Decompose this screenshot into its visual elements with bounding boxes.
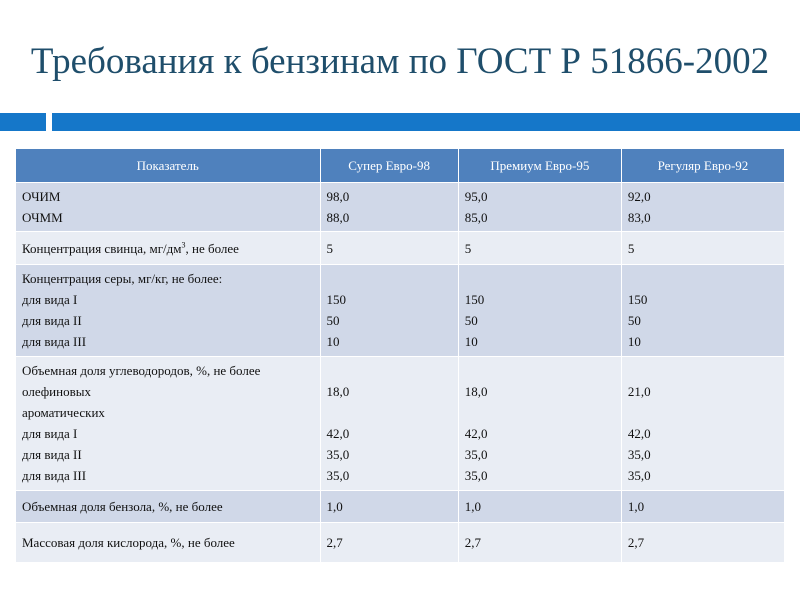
spacer <box>628 402 778 423</box>
spacer <box>465 268 615 289</box>
lead-premium: 5 <box>458 232 621 265</box>
table-row <box>16 265 785 357</box>
lead-super: 5 <box>320 232 458 265</box>
cell-value: 21,0 <box>627 384 651 399</box>
sulfur-super <box>320 265 458 357</box>
hydrocarbons-label <box>16 357 321 491</box>
cell-value: 150 <box>627 292 648 307</box>
sulfur-label-line: Концентрация серы, мг/кг, не более: <box>22 271 223 286</box>
cell-value: 10 <box>627 334 641 349</box>
cell-value: 18,0 <box>464 384 488 399</box>
cell-value: 88,0 <box>326 210 350 225</box>
page-title: Требования к бензинам по ГОСТ Р 51866-2002 <box>30 41 770 82</box>
cell-value: 92,0 <box>627 189 651 204</box>
table-row <box>16 357 785 491</box>
header-super-euro-98: Супер Евро-98 <box>320 149 458 183</box>
cell-value: 50 <box>326 313 340 328</box>
spacer <box>327 268 452 289</box>
sulfur-regular <box>621 265 784 357</box>
spacer <box>327 402 452 423</box>
spacer <box>628 268 778 289</box>
cell-value: 42,0 <box>464 426 488 441</box>
lead-label-text: Концентрация свинца, мг/дм <box>22 240 182 256</box>
oxygen-label: Массовая доля кислорода, %, не более <box>16 523 321 563</box>
hydrocarbons-label-line: Объемная доля углеводородов, %, не более <box>22 363 261 378</box>
table-row <box>16 523 785 563</box>
spacer <box>465 360 615 381</box>
oxygen-super: 2,7 <box>320 523 458 563</box>
cell-value: 35,0 <box>464 447 488 462</box>
sulfur-label-line: для вида III <box>22 334 87 349</box>
oxygen-premium: 2,7 <box>458 523 621 563</box>
sulfur-premium <box>458 265 621 357</box>
gasoline-requirements-table <box>15 148 785 563</box>
octane-regular <box>621 183 784 232</box>
header-regular-euro-92: Регуляр Евро-92 <box>621 149 784 183</box>
sulfur-label <box>16 265 321 357</box>
cell-value: 35,0 <box>326 447 350 462</box>
cell-value: 83,0 <box>627 210 651 225</box>
cell-value: 18,0 <box>326 384 350 399</box>
cell-value: 42,0 <box>326 426 350 441</box>
cell-value: 10 <box>326 334 340 349</box>
sulfur-label-line: для вида II <box>22 313 82 328</box>
cell-value: 35,0 <box>627 447 651 462</box>
header-premium-euro-95: Премиум Евро-95 <box>458 149 621 183</box>
cell-value: 35,0 <box>627 468 651 483</box>
lead-label-tail: , не более <box>185 240 239 256</box>
hydrocarbons-label-line: для вида I <box>22 426 78 441</box>
cell-value: 150 <box>326 292 347 307</box>
hydrocarbons-regular <box>621 357 784 491</box>
table-row <box>16 183 785 232</box>
cell-value: 50 <box>627 313 641 328</box>
cell-value: 98,0 <box>326 189 350 204</box>
table-header-row <box>16 149 785 183</box>
sulfur-label-line: для вида I <box>22 292 78 307</box>
hydrocarbons-label-line: для вида II <box>22 447 82 462</box>
spacer <box>465 402 615 423</box>
hydrocarbons-premium <box>458 357 621 491</box>
oxygen-regular: 2,7 <box>621 523 784 563</box>
octane-label-ochmm: ОЧММ <box>22 210 63 225</box>
cell-value: 35,0 <box>326 468 350 483</box>
accent-bar-left <box>0 113 46 131</box>
lead-regular: 5 <box>621 232 784 265</box>
cell-value: 42,0 <box>627 426 651 441</box>
header-indicator: Показатель <box>16 149 321 183</box>
cell-value: 95,0 <box>464 189 488 204</box>
benzene-premium: 1,0 <box>458 491 621 523</box>
hydrocarbons-label-line: ароматических <box>22 405 105 420</box>
hydrocarbons-super <box>320 357 458 491</box>
octane-premium <box>458 183 621 232</box>
octane-label <box>16 183 321 232</box>
lead-label <box>16 232 321 265</box>
spacer <box>327 360 452 381</box>
cell-value: 150 <box>464 292 485 307</box>
lead-label-sup: 3 <box>181 240 186 250</box>
benzene-regular: 1,0 <box>621 491 784 523</box>
spacer <box>628 360 778 381</box>
accent-bar-right <box>52 113 800 131</box>
cell-value: 85,0 <box>464 210 488 225</box>
benzene-label: Объемная доля бензола, %, не более <box>16 491 321 523</box>
octane-label-ochim: ОЧИМ <box>22 189 61 204</box>
cell-value: 35,0 <box>464 468 488 483</box>
cell-value: 50 <box>464 313 478 328</box>
hydrocarbons-label-line: олефиновых <box>22 384 91 399</box>
cell-value: 10 <box>464 334 478 349</box>
table-row <box>16 491 785 523</box>
octane-super <box>320 183 458 232</box>
benzene-super: 1,0 <box>320 491 458 523</box>
table-row <box>16 232 785 265</box>
hydrocarbons-label-line: для вида III <box>22 468 87 483</box>
